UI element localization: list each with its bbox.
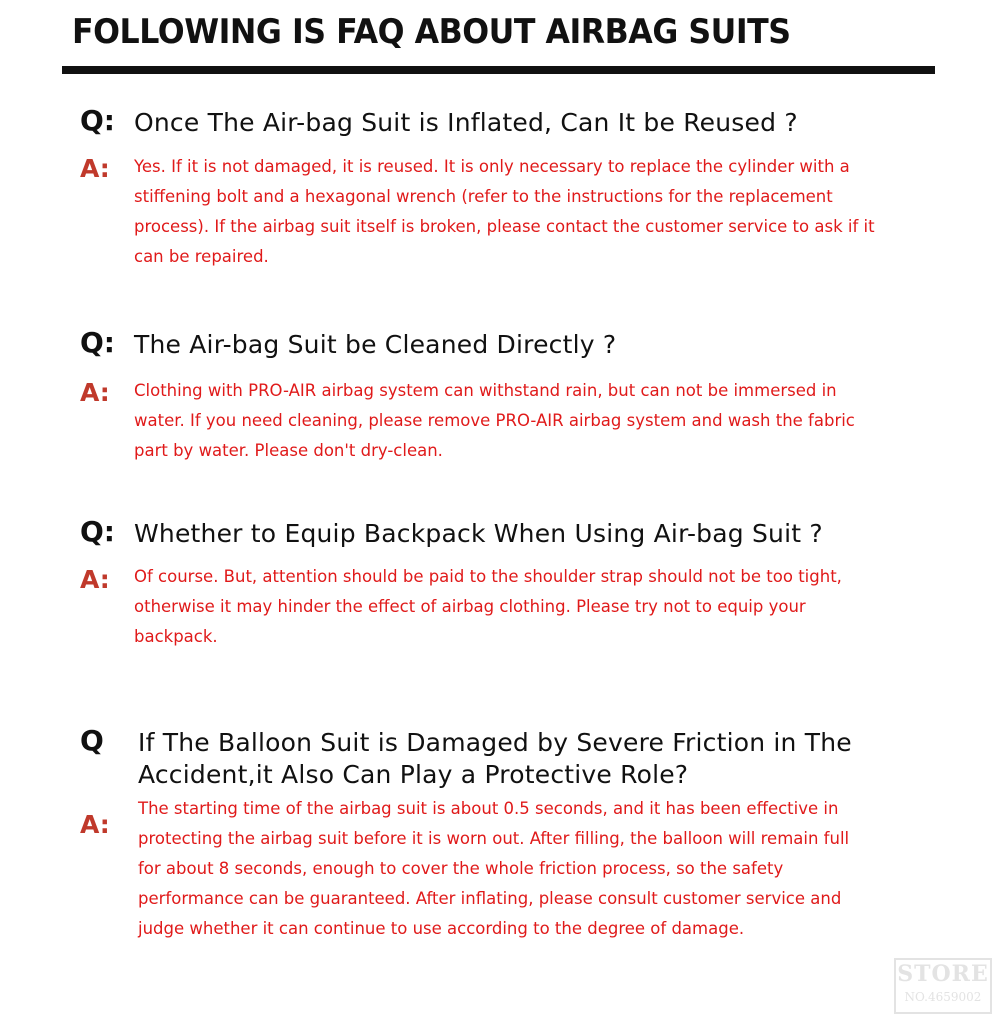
title-divider — [62, 66, 935, 74]
answer-text — [134, 562, 914, 652]
answer-line: stiffening bolt and a hexagonal wrench (refer to the instructions for the replacement — [134, 187, 833, 206]
watermark-store-number: NO.4659002 — [904, 990, 982, 1004]
question-marker: Q: — [80, 326, 115, 359]
answer-marker: A: — [80, 378, 110, 407]
store-watermark — [894, 958, 992, 1014]
answer-line: protecting the airbag suit before it is worn out. After filling, the balloon will remain full — [138, 829, 850, 848]
answer-text — [138, 794, 918, 944]
answer-line: judge whether it can continue to use according to the degree of damage. — [138, 919, 745, 938]
answer-marker: A: — [80, 810, 110, 839]
answer-line: part by water. Please don't dry-clean. — [134, 441, 443, 460]
answer-line: can be repaired. — [134, 247, 269, 266]
answer-text — [134, 152, 914, 272]
answer-line: backpack. — [134, 627, 218, 646]
answer-line: Yes. If it is not damaged, it is reused. It is only necessary to replace the cylinder with a — [134, 157, 850, 176]
answer-line: otherwise it may hinder the effect of airbag clothing. Please try not to equip your — [134, 597, 806, 616]
question-text: The Air-bag Suit be Cleaned Directly ? — [134, 330, 617, 359]
question-marker: Q: — [80, 515, 115, 548]
page-title: FOLLOWING IS FAQ ABOUT AIRBAG SUITS — [72, 12, 791, 52]
question-marker: Q — [80, 724, 104, 757]
question-line: Accident,it Also Can Play a Protective Role? — [138, 760, 689, 789]
answer-marker: A: — [80, 154, 110, 183]
answer-line: water. If you need cleaning, please remove PRO-AIR airbag system and wash the fabric — [134, 411, 855, 430]
watermark-store-label: STORE — [897, 961, 989, 987]
answer-line: Clothing with PRO-AIR airbag system can withstand rain, but can not be immersed in — [134, 381, 837, 400]
answer-line: performance can be guaranteed. After inflating, please consult customer service and — [138, 889, 842, 908]
question-text: Once The Air-bag Suit is Inflated, Can It be Reused ? — [134, 108, 798, 137]
answer-line: Of course. But, attention should be paid to the shoulder strap should not be too tight, — [134, 567, 842, 586]
question-marker: Q: — [80, 104, 115, 137]
question-text — [138, 727, 852, 791]
answer-line: process). If the airbag suit itself is broken, please contact the customer service to ask if it — [134, 217, 875, 236]
answer-line: for about 8 seconds, enough to cover the whole friction process, so the safety — [138, 859, 784, 878]
answer-marker: A: — [80, 565, 110, 594]
question-text: Whether to Equip Backpack When Using Air-bag Suit ? — [134, 519, 823, 548]
question-line: If The Balloon Suit is Damaged by Severe Friction in The — [138, 728, 852, 757]
answer-text — [134, 376, 914, 466]
answer-line: The starting time of the airbag suit is about 0.5 seconds, and it has been effective in — [138, 799, 839, 818]
